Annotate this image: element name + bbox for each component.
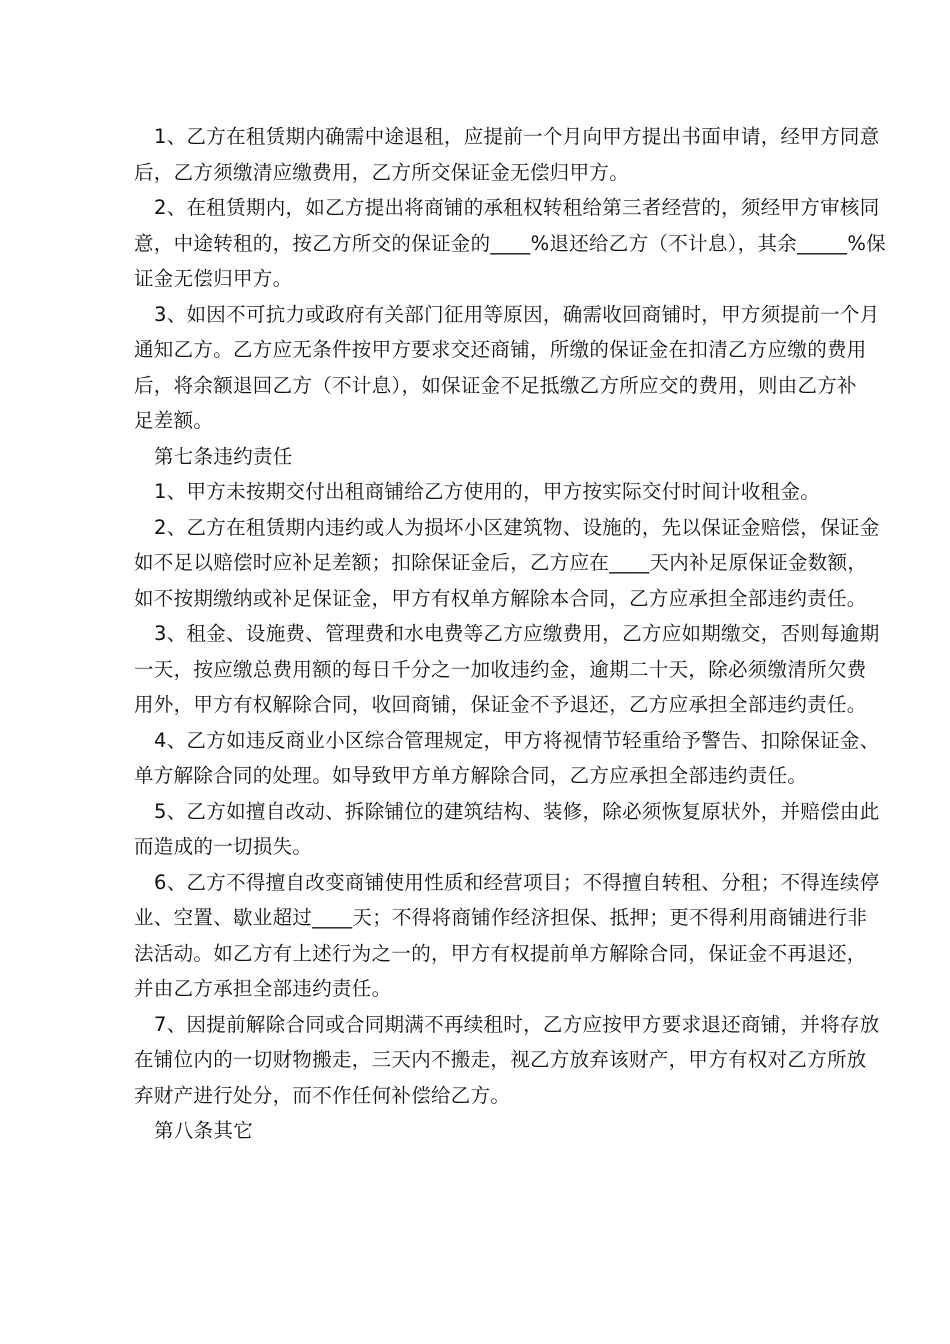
clause-paragraph <box>114 723 880 794</box>
text-line: 如不足以赔偿时应补足差额；扣除保证金后，乙方应在____天内补足原保证金数额， <box>134 551 868 574</box>
text-line: 意，中途转租的，按乙方所交的保证金的____%退还给乙方（不计息），其余_____%保 <box>134 231 886 255</box>
text-line: 3、如因不可抗力或政府有关部门征用等原因，确需收回商铺时，甲方须提前一个月 <box>154 302 880 326</box>
section-heading <box>114 1113 838 1149</box>
clause-paragraph <box>114 474 838 510</box>
section-heading-text: 第七条违约责任 <box>154 444 293 468</box>
section-heading-text: 第八条其它 <box>154 1119 254 1142</box>
text-line: 而造成的一切损失。 <box>134 835 313 858</box>
text-line: 2、乙方在租赁期内违约或人为损坏小区建筑物、设施的，先以保证金赔偿，保证金 <box>154 515 880 539</box>
text-line: 法活动。如乙方有上述行为之一的，甲方有权提前单方解除合同，保证金不再退还， <box>134 941 867 965</box>
text-line: 3、租金、设施费、管理费和水电费等乙方应缴费用，乙方应如期缴交，否则每逾期 <box>154 622 880 645</box>
clause-paragraph <box>114 1007 880 1114</box>
text-line: 单方解除合同的处理。如导致甲方单方解除合同，乙方应承担全部违约责任。 <box>134 764 808 787</box>
text-line: 1、甲方未按期交付出租商铺给乙方使用的，甲方按实际交付时间计收租金。 <box>154 480 821 503</box>
text-line: 证金无偿归甲方。 <box>134 267 293 290</box>
clause-paragraph <box>114 119 880 190</box>
clause-paragraph <box>114 865 880 1007</box>
text-line: 业、空置、歇业超过____天；不得将商铺作经济担保、抵押；更不得利用商铺进行非 <box>134 906 868 929</box>
text-line: 后，乙方须缴清应缴费用，乙方所交保证金无偿归甲方。 <box>134 160 630 184</box>
text-line: 在铺位内的一切财物搬走，三天内不搬走，视乙方放弃该财产，甲方有权对乙方所放 <box>134 1048 867 1071</box>
text-line: 后，将余额退回乙方（不计息），如保证金不足抵缴乙方所应交的费用，则由乙方补 <box>134 373 857 397</box>
text-line: 4、乙方如违反商业小区综合管理规定，甲方将视情节轻重给予警告、扣除保证金、 <box>154 728 880 752</box>
text-line: 用外，甲方有权解除合同，收回商铺，保证金不予退还，乙方应承担全部违约责任。 <box>134 693 867 716</box>
clause-paragraph <box>114 297 880 439</box>
clause-paragraph <box>114 510 880 617</box>
clause-paragraph <box>114 616 880 723</box>
text-line: 1、乙方在租赁期内确需中途退租，应提前一个月向甲方提出书面申请，经甲方同意 <box>154 125 880 148</box>
text-line: 并由乙方承担全部违约责任。 <box>134 977 392 1000</box>
text-line: 如不按期缴纳或补足保证金，甲方有权单方解除本合同，乙方应承担全部违约责任。 <box>134 586 867 610</box>
clause-paragraph <box>114 794 880 865</box>
text-line: 通知乙方。乙方应无条件按甲方要求交还商铺，所缴的保证金在扣清乙方应缴的费用 <box>134 338 867 361</box>
text-line: 弃财产进行处分，而不作任何补偿给乙方。 <box>134 1083 511 1107</box>
text-line: 足差额。 <box>134 409 214 432</box>
clause-paragraph <box>114 190 886 297</box>
section-heading <box>114 439 838 475</box>
text-line: 一天，按应缴总费用额的每日千分之一加收违约金，逾期二十天，除必须缴清所欠费 <box>134 657 867 681</box>
text-line: 7、因提前解除合同或合同期满不再续租时，乙方应按甲方要求退还商铺，并将存放 <box>154 1012 880 1036</box>
text-line: 5、乙方如擅自改动、拆除铺位的建筑结构、装修，除必须恢复原状外，并赔偿由此 <box>154 799 880 823</box>
text-line: 2、在租赁期内，如乙方提出将商铺的承租权转租给第三者经营的，须经甲方审核同 <box>154 196 880 219</box>
text-line: 6、乙方不得擅自改变商铺使用性质和经营项目；不得擅自转租、分租；不得连续停 <box>154 870 880 894</box>
